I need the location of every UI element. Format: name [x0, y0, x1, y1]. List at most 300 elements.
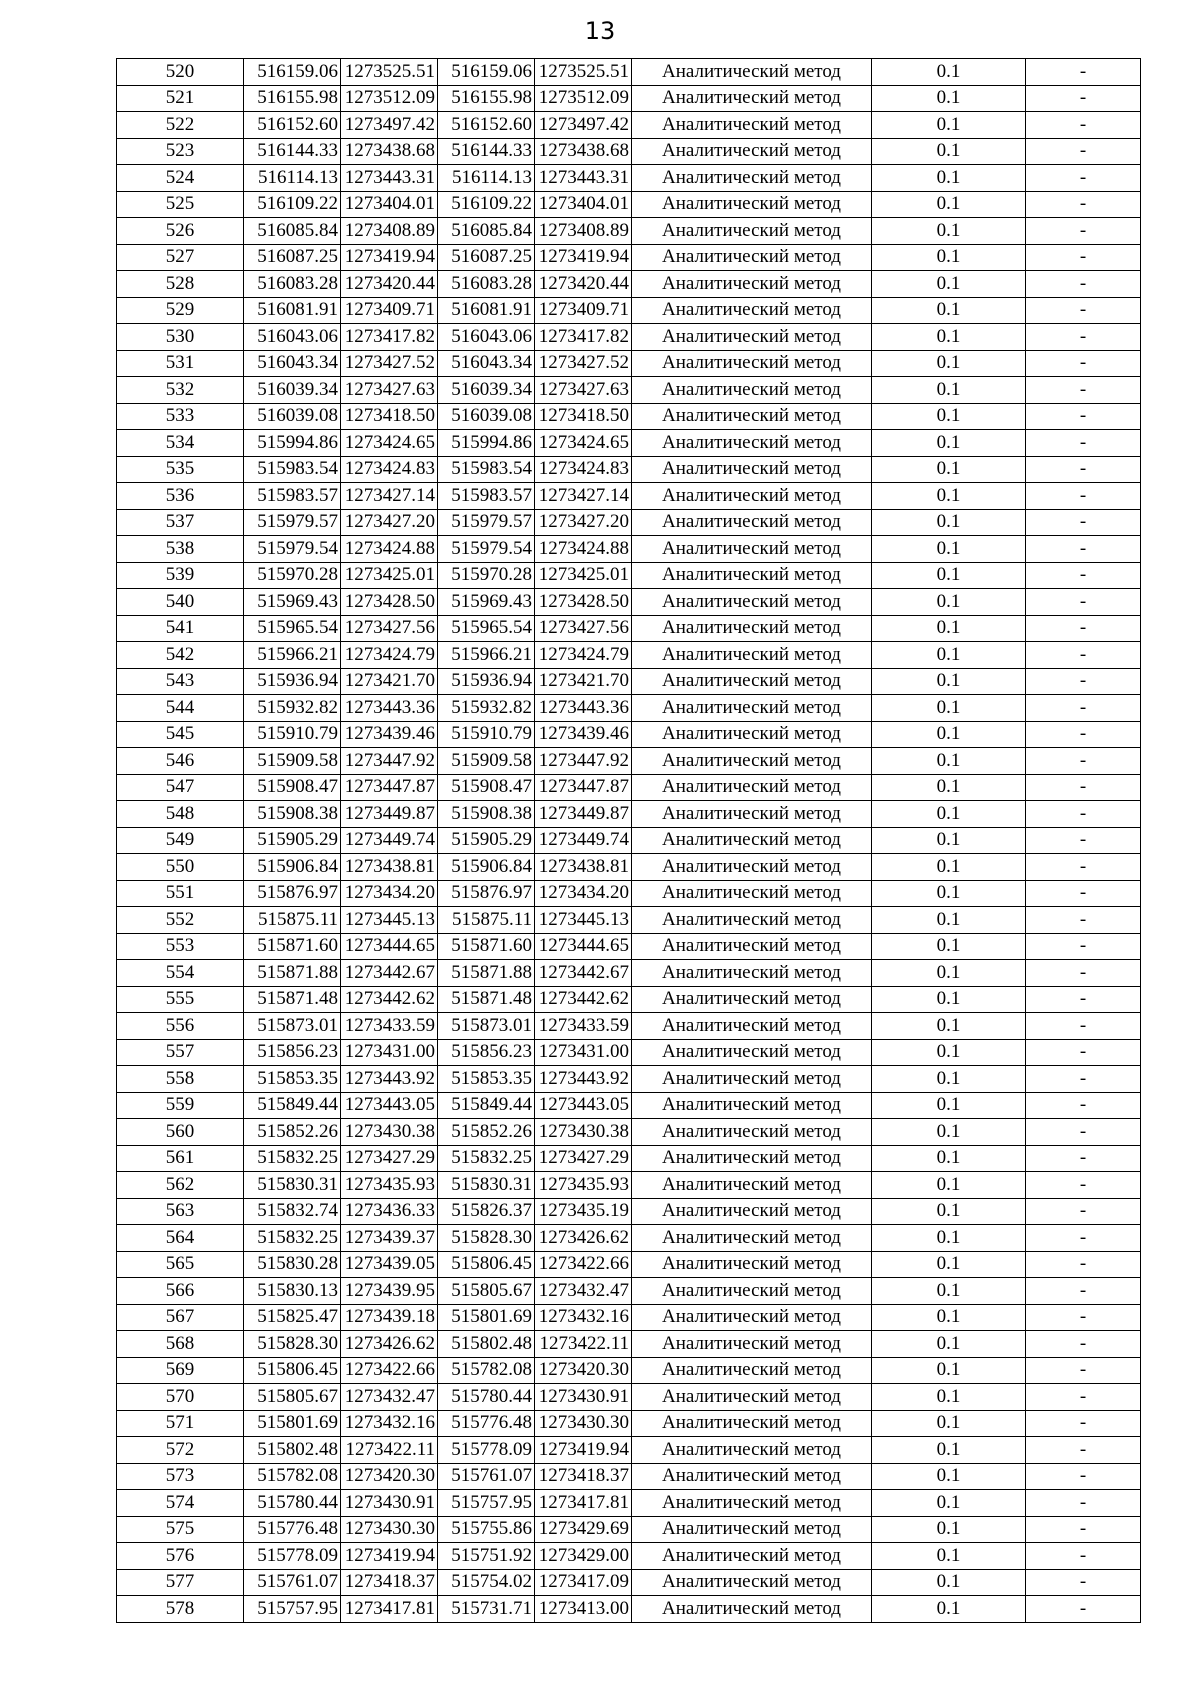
point-number-cell: 536	[117, 483, 244, 510]
new-x-cell: 515830.31	[438, 1172, 535, 1199]
existing-y-cell: 1273404.01	[341, 191, 438, 218]
table-row	[117, 1516, 1141, 1543]
note-cell: -	[1026, 1437, 1141, 1464]
existing-y-cell: 1273449.87	[341, 801, 438, 828]
note-cell: -	[1026, 1384, 1141, 1411]
note-cell: -	[1026, 271, 1141, 298]
note-cell: -	[1026, 1410, 1141, 1437]
point-number-cell: 541	[117, 615, 244, 642]
new-y-cell: 1273449.87	[535, 801, 632, 828]
note-cell: -	[1026, 1225, 1141, 1252]
existing-x-cell: 516043.34	[244, 350, 341, 377]
note-cell: -	[1026, 1066, 1141, 1093]
point-number-cell: 529	[117, 297, 244, 324]
point-number-cell: 569	[117, 1357, 244, 1384]
accuracy-cell: 0.1	[872, 615, 1026, 642]
new-x-cell: 516081.91	[438, 297, 535, 324]
existing-y-cell: 1273420.30	[341, 1463, 438, 1490]
existing-y-cell: 1273439.95	[341, 1278, 438, 1305]
method-cell: Аналитический метод	[632, 1119, 872, 1146]
existing-y-cell: 1273419.94	[341, 244, 438, 271]
table-row	[117, 1198, 1141, 1225]
table-row	[117, 615, 1141, 642]
point-number-cell: 539	[117, 562, 244, 589]
note-cell: -	[1026, 350, 1141, 377]
method-cell: Аналитический метод	[632, 1569, 872, 1596]
method-cell: Аналитический метод	[632, 1516, 872, 1543]
point-number-cell: 563	[117, 1198, 244, 1225]
table-row	[117, 668, 1141, 695]
note-cell: -	[1026, 191, 1141, 218]
point-number-cell: 523	[117, 138, 244, 165]
point-number-cell: 520	[117, 59, 244, 86]
new-y-cell: 1273442.67	[535, 960, 632, 987]
point-number-cell: 576	[117, 1543, 244, 1570]
existing-x-cell: 515852.26	[244, 1119, 341, 1146]
existing-x-cell: 515969.43	[244, 589, 341, 616]
table-row	[117, 1331, 1141, 1358]
existing-x-cell: 515830.28	[244, 1251, 341, 1278]
table-row	[117, 748, 1141, 775]
new-x-cell: 515802.48	[438, 1331, 535, 1358]
existing-x-cell: 515801.69	[244, 1410, 341, 1437]
new-x-cell: 515849.44	[438, 1092, 535, 1119]
table-row	[117, 1225, 1141, 1252]
accuracy-cell: 0.1	[872, 589, 1026, 616]
accuracy-cell: 0.1	[872, 748, 1026, 775]
existing-x-cell: 515876.97	[244, 880, 341, 907]
method-cell: Аналитический метод	[632, 827, 872, 854]
table-row	[117, 1119, 1141, 1146]
table-row	[117, 1437, 1141, 1464]
new-y-cell: 1273424.65	[535, 430, 632, 457]
new-x-cell: 516085.84	[438, 218, 535, 245]
note-cell: -	[1026, 721, 1141, 748]
new-x-cell: 516083.28	[438, 271, 535, 298]
new-x-cell: 515966.21	[438, 642, 535, 669]
page-number: 13	[584, 17, 616, 45]
new-y-cell: 1273424.79	[535, 642, 632, 669]
existing-x-cell: 515802.48	[244, 1437, 341, 1464]
new-x-cell: 515731.71	[438, 1596, 535, 1623]
existing-y-cell: 1273449.74	[341, 827, 438, 854]
new-x-cell: 515755.86	[438, 1516, 535, 1543]
accuracy-cell: 0.1	[872, 854, 1026, 881]
point-number-cell: 543	[117, 668, 244, 695]
point-number-cell: 553	[117, 933, 244, 960]
method-cell: Аналитический метод	[632, 1331, 872, 1358]
accuracy-cell: 0.1	[872, 1304, 1026, 1331]
accuracy-cell: 0.1	[872, 801, 1026, 828]
existing-x-cell: 515780.44	[244, 1490, 341, 1517]
new-y-cell: 1273420.44	[535, 271, 632, 298]
method-cell: Аналитический метод	[632, 960, 872, 987]
table-row	[117, 1066, 1141, 1093]
point-number-cell: 546	[117, 748, 244, 775]
existing-y-cell: 1273439.18	[341, 1304, 438, 1331]
note-cell: -	[1026, 456, 1141, 483]
method-cell: Аналитический метод	[632, 456, 872, 483]
accuracy-cell: 0.1	[872, 456, 1026, 483]
note-cell: -	[1026, 165, 1141, 192]
new-y-cell: 1273417.09	[535, 1569, 632, 1596]
method-cell: Аналитический метод	[632, 986, 872, 1013]
existing-y-cell: 1273430.38	[341, 1119, 438, 1146]
new-x-cell: 516039.34	[438, 377, 535, 404]
accuracy-cell: 0.1	[872, 960, 1026, 987]
point-number-cell: 537	[117, 509, 244, 536]
table-row	[117, 1278, 1141, 1305]
existing-x-cell: 515910.79	[244, 721, 341, 748]
new-x-cell: 515875.11	[438, 907, 535, 934]
new-y-cell: 1273421.70	[535, 668, 632, 695]
method-cell: Аналитический метод	[632, 642, 872, 669]
existing-y-cell: 1273425.01	[341, 562, 438, 589]
existing-y-cell: 1273442.62	[341, 986, 438, 1013]
existing-x-cell: 515828.30	[244, 1331, 341, 1358]
new-x-cell: 515873.01	[438, 1013, 535, 1040]
existing-y-cell: 1273445.13	[341, 907, 438, 934]
existing-y-cell: 1273444.65	[341, 933, 438, 960]
note-cell: -	[1026, 801, 1141, 828]
point-number-cell: 522	[117, 112, 244, 139]
accuracy-cell: 0.1	[872, 1516, 1026, 1543]
table-row	[117, 509, 1141, 536]
table-row	[117, 377, 1141, 404]
existing-x-cell: 515832.74	[244, 1198, 341, 1225]
new-y-cell: 1273422.66	[535, 1251, 632, 1278]
note-cell: -	[1026, 615, 1141, 642]
new-x-cell: 515871.88	[438, 960, 535, 987]
table-row	[117, 403, 1141, 430]
new-y-cell: 1273432.16	[535, 1304, 632, 1331]
note-cell: -	[1026, 1198, 1141, 1225]
note-cell: -	[1026, 244, 1141, 271]
accuracy-cell: 0.1	[872, 986, 1026, 1013]
table-row	[117, 907, 1141, 934]
existing-y-cell: 1273424.65	[341, 430, 438, 457]
new-x-cell: 515979.54	[438, 536, 535, 563]
existing-x-cell: 516039.08	[244, 403, 341, 430]
table-row	[117, 1357, 1141, 1384]
point-number-cell: 525	[117, 191, 244, 218]
existing-x-cell: 515906.84	[244, 854, 341, 881]
point-number-cell: 524	[117, 165, 244, 192]
existing-y-cell: 1273419.94	[341, 1543, 438, 1570]
method-cell: Аналитический метод	[632, 1225, 872, 1252]
accuracy-cell: 0.1	[872, 509, 1026, 536]
method-cell: Аналитический метод	[632, 165, 872, 192]
accuracy-cell: 0.1	[872, 1437, 1026, 1464]
method-cell: Аналитический метод	[632, 1092, 872, 1119]
existing-y-cell: 1273426.62	[341, 1331, 438, 1358]
existing-y-cell: 1273430.30	[341, 1516, 438, 1543]
new-y-cell: 1273427.63	[535, 377, 632, 404]
new-x-cell: 515778.09	[438, 1437, 535, 1464]
note-cell: -	[1026, 1092, 1141, 1119]
point-number-cell: 570	[117, 1384, 244, 1411]
new-y-cell: 1273438.68	[535, 138, 632, 165]
note-cell: -	[1026, 509, 1141, 536]
method-cell: Аналитический метод	[632, 1357, 872, 1384]
table-row	[117, 430, 1141, 457]
table-row	[117, 1384, 1141, 1411]
table-row	[117, 191, 1141, 218]
point-number-cell: 571	[117, 1410, 244, 1437]
point-number-cell: 555	[117, 986, 244, 1013]
method-cell: Аналитический метод	[632, 1490, 872, 1517]
existing-y-cell: 1273422.66	[341, 1357, 438, 1384]
point-number-cell: 572	[117, 1437, 244, 1464]
existing-y-cell: 1273443.31	[341, 165, 438, 192]
point-number-cell: 535	[117, 456, 244, 483]
new-x-cell: 515905.29	[438, 827, 535, 854]
existing-x-cell: 515966.21	[244, 642, 341, 669]
accuracy-cell: 0.1	[872, 1331, 1026, 1358]
point-number-cell: 552	[117, 907, 244, 934]
new-y-cell: 1273424.83	[535, 456, 632, 483]
note-cell: -	[1026, 748, 1141, 775]
existing-x-cell: 515825.47	[244, 1304, 341, 1331]
new-x-cell: 515761.07	[438, 1463, 535, 1490]
method-cell: Аналитический метод	[632, 377, 872, 404]
accuracy-cell: 0.1	[872, 1357, 1026, 1384]
method-cell: Аналитический метод	[632, 59, 872, 86]
new-x-cell: 515805.67	[438, 1278, 535, 1305]
method-cell: Аналитический метод	[632, 1198, 872, 1225]
existing-y-cell: 1273408.89	[341, 218, 438, 245]
new-y-cell: 1273409.71	[535, 297, 632, 324]
new-y-cell: 1273419.94	[535, 244, 632, 271]
note-cell: -	[1026, 1278, 1141, 1305]
accuracy-cell: 0.1	[872, 297, 1026, 324]
table-row	[117, 695, 1141, 722]
table-row	[117, 1490, 1141, 1517]
accuracy-cell: 0.1	[872, 191, 1026, 218]
existing-y-cell: 1273447.92	[341, 748, 438, 775]
method-cell: Аналитический метод	[632, 536, 872, 563]
new-y-cell: 1273431.00	[535, 1039, 632, 1066]
new-y-cell: 1273427.20	[535, 509, 632, 536]
table-row	[117, 1304, 1141, 1331]
new-x-cell: 515754.02	[438, 1569, 535, 1596]
new-x-cell: 515910.79	[438, 721, 535, 748]
existing-y-cell: 1273427.63	[341, 377, 438, 404]
point-number-cell: 527	[117, 244, 244, 271]
point-number-cell: 566	[117, 1278, 244, 1305]
method-cell: Аналитический метод	[632, 1596, 872, 1623]
accuracy-cell: 0.1	[872, 562, 1026, 589]
existing-y-cell: 1273420.44	[341, 271, 438, 298]
new-x-cell: 516043.34	[438, 350, 535, 377]
new-y-cell: 1273430.38	[535, 1119, 632, 1146]
existing-x-cell: 515782.08	[244, 1463, 341, 1490]
new-y-cell: 1273447.87	[535, 774, 632, 801]
method-cell: Аналитический метод	[632, 509, 872, 536]
note-cell: -	[1026, 430, 1141, 457]
point-number-cell: 549	[117, 827, 244, 854]
existing-y-cell: 1273438.81	[341, 854, 438, 881]
accuracy-cell: 0.1	[872, 112, 1026, 139]
existing-x-cell: 515776.48	[244, 1516, 341, 1543]
existing-x-cell: 515805.67	[244, 1384, 341, 1411]
new-x-cell: 515776.48	[438, 1410, 535, 1437]
existing-x-cell: 515853.35	[244, 1066, 341, 1093]
new-y-cell: 1273420.30	[535, 1357, 632, 1384]
table-row	[117, 801, 1141, 828]
table-row	[117, 1543, 1141, 1570]
accuracy-cell: 0.1	[872, 1145, 1026, 1172]
existing-y-cell: 1273424.88	[341, 536, 438, 563]
existing-x-cell: 515983.54	[244, 456, 341, 483]
existing-x-cell: 516039.34	[244, 377, 341, 404]
table-row	[117, 271, 1141, 298]
existing-y-cell: 1273430.91	[341, 1490, 438, 1517]
method-cell: Аналитический метод	[632, 138, 872, 165]
method-cell: Аналитический метод	[632, 1410, 872, 1437]
point-number-cell: 574	[117, 1490, 244, 1517]
point-number-cell: 568	[117, 1331, 244, 1358]
new-y-cell: 1273449.74	[535, 827, 632, 854]
existing-x-cell: 515979.54	[244, 536, 341, 563]
new-y-cell: 1273439.46	[535, 721, 632, 748]
note-cell: -	[1026, 85, 1141, 112]
point-number-cell: 550	[117, 854, 244, 881]
method-cell: Аналитический метод	[632, 748, 872, 775]
existing-y-cell: 1273417.82	[341, 324, 438, 351]
point-number-cell: 544	[117, 695, 244, 722]
accuracy-cell: 0.1	[872, 933, 1026, 960]
new-x-cell: 516155.98	[438, 85, 535, 112]
existing-x-cell: 515856.23	[244, 1039, 341, 1066]
table-row	[117, 350, 1141, 377]
existing-x-cell: 515983.57	[244, 483, 341, 510]
accuracy-cell: 0.1	[872, 1278, 1026, 1305]
existing-x-cell: 515909.58	[244, 748, 341, 775]
new-y-cell: 1273429.69	[535, 1516, 632, 1543]
new-x-cell: 515780.44	[438, 1384, 535, 1411]
table-row	[117, 827, 1141, 854]
new-y-cell: 1273497.42	[535, 112, 632, 139]
new-y-cell: 1273438.81	[535, 854, 632, 881]
table-row	[117, 960, 1141, 987]
table-row	[117, 721, 1141, 748]
new-y-cell: 1273427.29	[535, 1145, 632, 1172]
existing-y-cell: 1273435.93	[341, 1172, 438, 1199]
point-number-cell: 530	[117, 324, 244, 351]
method-cell: Аналитический метод	[632, 615, 872, 642]
existing-y-cell: 1273436.33	[341, 1198, 438, 1225]
accuracy-cell: 0.1	[872, 244, 1026, 271]
new-y-cell: 1273427.52	[535, 350, 632, 377]
existing-y-cell: 1273418.50	[341, 403, 438, 430]
new-x-cell: 515906.84	[438, 854, 535, 881]
table-row	[117, 165, 1141, 192]
table-row	[117, 112, 1141, 139]
note-cell: -	[1026, 642, 1141, 669]
table-row	[117, 244, 1141, 271]
point-number-cell: 548	[117, 801, 244, 828]
new-y-cell: 1273430.30	[535, 1410, 632, 1437]
method-cell: Аналитический метод	[632, 430, 872, 457]
note-cell: -	[1026, 986, 1141, 1013]
accuracy-cell: 0.1	[872, 1198, 1026, 1225]
method-cell: Аналитический метод	[632, 562, 872, 589]
table-row	[117, 854, 1141, 881]
new-y-cell: 1273417.82	[535, 324, 632, 351]
point-number-cell: 556	[117, 1013, 244, 1040]
note-cell: -	[1026, 536, 1141, 563]
new-x-cell: 515871.48	[438, 986, 535, 1013]
table-row	[117, 880, 1141, 907]
method-cell: Аналитический метод	[632, 1543, 872, 1570]
point-number-cell: 538	[117, 536, 244, 563]
point-number-cell: 526	[117, 218, 244, 245]
method-cell: Аналитический метод	[632, 1172, 872, 1199]
table-row	[117, 483, 1141, 510]
existing-x-cell: 515871.60	[244, 933, 341, 960]
method-cell: Аналитический метод	[632, 112, 872, 139]
accuracy-cell: 0.1	[872, 1225, 1026, 1252]
existing-x-cell: 516085.84	[244, 218, 341, 245]
accuracy-cell: 0.1	[872, 377, 1026, 404]
existing-y-cell: 1273428.50	[341, 589, 438, 616]
existing-y-cell: 1273432.16	[341, 1410, 438, 1437]
note-cell: -	[1026, 59, 1141, 86]
existing-y-cell: 1273427.20	[341, 509, 438, 536]
new-x-cell: 515876.97	[438, 880, 535, 907]
new-y-cell: 1273447.92	[535, 748, 632, 775]
note-cell: -	[1026, 138, 1141, 165]
note-cell: -	[1026, 1119, 1141, 1146]
note-cell: -	[1026, 112, 1141, 139]
existing-x-cell: 515757.95	[244, 1596, 341, 1623]
existing-x-cell: 516083.28	[244, 271, 341, 298]
method-cell: Аналитический метод	[632, 271, 872, 298]
existing-y-cell: 1273421.70	[341, 668, 438, 695]
new-x-cell: 516043.06	[438, 324, 535, 351]
note-cell: -	[1026, 483, 1141, 510]
coordinates-table	[116, 58, 1141, 1623]
note-cell: -	[1026, 1596, 1141, 1623]
new-y-cell: 1273408.89	[535, 218, 632, 245]
method-cell: Аналитический метод	[632, 1013, 872, 1040]
point-number-cell: 573	[117, 1463, 244, 1490]
table-row	[117, 59, 1141, 86]
method-cell: Аналитический метод	[632, 1384, 872, 1411]
accuracy-cell: 0.1	[872, 695, 1026, 722]
new-y-cell: 1273427.14	[535, 483, 632, 510]
new-y-cell: 1273435.19	[535, 1198, 632, 1225]
existing-x-cell: 515761.07	[244, 1569, 341, 1596]
method-cell: Аналитический метод	[632, 880, 872, 907]
new-y-cell: 1273512.09	[535, 85, 632, 112]
accuracy-cell: 0.1	[872, 1596, 1026, 1623]
method-cell: Аналитический метод	[632, 85, 872, 112]
accuracy-cell: 0.1	[872, 1172, 1026, 1199]
existing-x-cell: 515830.31	[244, 1172, 341, 1199]
accuracy-cell: 0.1	[872, 536, 1026, 563]
new-y-cell: 1273426.62	[535, 1225, 632, 1252]
accuracy-cell: 0.1	[872, 483, 1026, 510]
new-y-cell: 1273427.56	[535, 615, 632, 642]
new-x-cell: 515801.69	[438, 1304, 535, 1331]
table-row	[117, 1039, 1141, 1066]
method-cell: Аналитический метод	[632, 191, 872, 218]
point-number-cell: 565	[117, 1251, 244, 1278]
accuracy-cell: 0.1	[872, 668, 1026, 695]
existing-y-cell: 1273422.11	[341, 1437, 438, 1464]
